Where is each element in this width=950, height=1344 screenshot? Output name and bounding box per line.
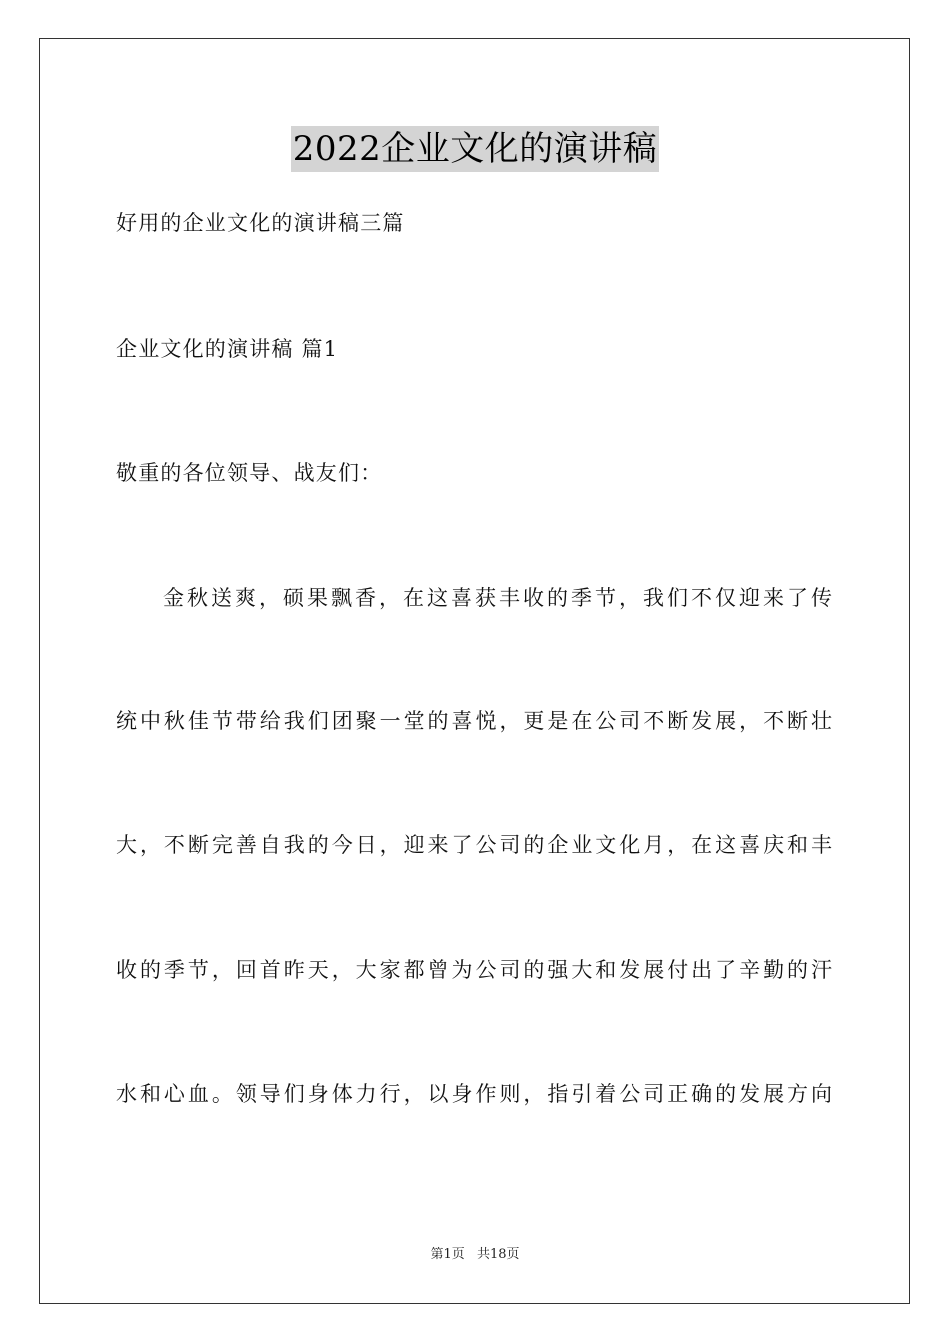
salutation: 敬重的各位领导、战友们： xyxy=(116,461,383,485)
section-heading: 企业文化的演讲稿 篇1 xyxy=(116,337,339,361)
body-line: 收的季节，回首昨天，大家都曾为公司的强大和发展付出了辛勤的汗 xyxy=(116,958,832,982)
page-number: 第1页 xyxy=(430,1247,465,1262)
document-subtitle: 好用的企业文化的演讲稿三篇 xyxy=(116,211,405,235)
body-line: 水和心血。领导们身体力行，以身作则，指引着公司正确的发展方向 xyxy=(116,1082,832,1106)
document-title: 2022企业文化的演讲稿 xyxy=(291,126,660,172)
body-line: 金秋送爽，硕果飘香，在这喜获丰收的季节，我们不仅迎来了传 xyxy=(163,586,832,610)
body-line: 统中秋佳节带给我们团聚一堂的喜悦，更是在公司不断发展，不断壮 xyxy=(116,709,832,733)
page-footer xyxy=(0,1246,950,1264)
page-total: 共18页 xyxy=(476,1247,520,1262)
body-line: 大，不断完善自我的今日，迎来了公司的企业文化月，在这喜庆和丰 xyxy=(116,833,832,857)
title-container xyxy=(0,126,950,172)
